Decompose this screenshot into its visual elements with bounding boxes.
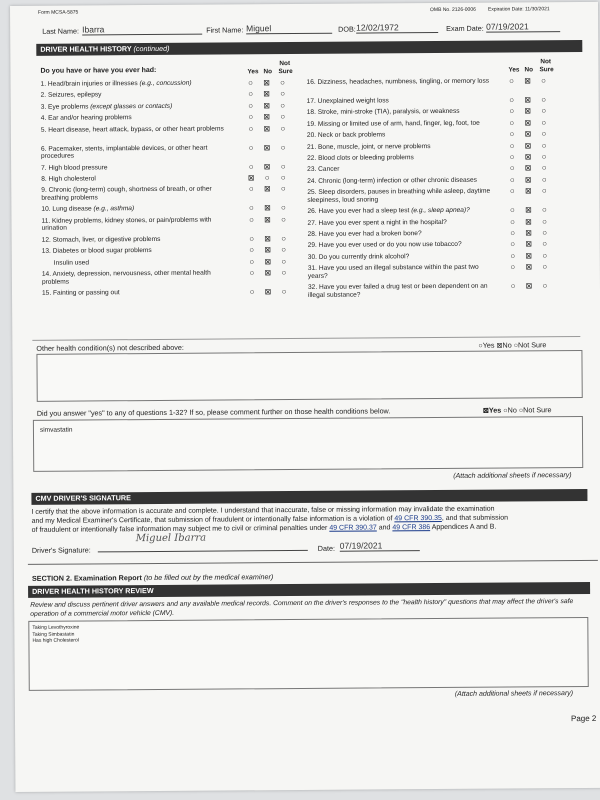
answer-no-radio[interactable]: ⊠ [263,89,270,99]
answer-not-sure-radio[interactable]: ○ [541,205,547,215]
question-note: (e.g., sleep apnea)? [409,206,470,215]
answer-not-sure-radio[interactable]: ○ [541,118,547,128]
other-no-radio[interactable]: ⊠ [496,340,503,350]
review-note-line: Taking Levothyroxine [32,624,80,631]
question-text [307,108,499,117]
answer-not-sure-radio[interactable]: ○ [542,228,548,238]
answer-no-radio[interactable]: ○ [264,173,270,183]
question-text [54,258,251,267]
other-no-label: No [502,340,512,350]
question-text [41,125,238,134]
answer-not-sure-radio[interactable]: ○ [280,89,286,99]
answer-yes-radio[interactable]: ○ [248,78,253,88]
question-text [308,252,500,261]
health-history-prompt: Do you have or have you ever had: [40,66,157,75]
question-label: 19. Missing or limited use of arm, hand, finger, leg, foot, toe [306,119,480,128]
answer-yes-radio[interactable]: ○ [249,287,255,297]
answer-no-radio[interactable]: ⊠ [264,203,271,213]
certification-text [32,504,588,535]
form-id: Form MCSA-5875 [38,9,79,16]
question-text [307,218,499,227]
question-label: 22. Blood clots or bleeding problems [307,154,414,162]
answer-yes-radio[interactable]: ○ [509,95,515,105]
review-note-line: Taking Simbastatin [32,631,75,638]
answer-yes-radio[interactable]: ○ [248,161,254,171]
question-text [42,288,239,297]
section-divider [28,560,598,565]
question-label: 18. Stroke, mini-stroke (TIA), paralysis, or weakness [306,108,460,117]
question-text [307,78,499,87]
col-yes-left: Yes [247,68,259,76]
other-yes-radio[interactable]: ○ [478,340,483,350]
question-text [41,186,238,203]
comment-question: Did you answer "yes" to any of questions 1-32? If so, please comment further on those health conditions below. [36,406,391,418]
question-label: 14. Anxiety, depression, nervousness, other mental health problems [41,269,211,286]
signature-scribble: Miguel Ibarra [135,532,207,545]
answer-no-radio[interactable]: ⊠ [524,106,532,116]
question-label: 17. Unexplained weight loss [306,97,389,105]
question-text [41,91,238,100]
answer-no-radio[interactable]: ⊠ [525,251,533,261]
review-bar [28,582,590,598]
answer-no-radio[interactable]: ⊠ [264,233,272,244]
first-name-field[interactable]: Miguel [246,23,332,35]
signature-field[interactable] [98,534,308,552]
question-text [308,283,500,300]
dob-label: DOB: [338,24,356,34]
form-page [10,2,600,792]
col-sure-left: Sure [278,68,293,76]
answer-not-sure-radio[interactable]: ○ [541,76,546,86]
question-text [42,247,239,256]
question-note: (e.g., concussion) [137,79,192,88]
cfr-39037-link[interactable]: 49 CFR 390.37 [329,524,377,532]
question-label: 11. Kidney problems, kidney stones, or pain/problems with urination [41,216,212,233]
question-text [41,144,238,161]
answer-no-radio[interactable]: ⊠ [263,123,271,133]
review-instructions: Review and discuss pertinent driver answers and any available medical records. Comment on the driver's responses to the "health history" questions that may affect the driver's safe operation of a commercial motor vehicle (CMV). [30,598,574,618]
question-text [307,188,499,205]
question-text [41,79,238,88]
answer-no-radio[interactable]: ⊠ [525,262,533,272]
answer-no-radio[interactable]: ⊠ [264,268,272,278]
col-not-left: Not [279,60,291,68]
answer-yes-radio[interactable]: ○ [510,239,516,249]
answer-not-sure-radio[interactable]: ○ [281,256,287,266]
review-notes-box[interactable] [28,617,588,691]
health-history-title-suffix: (continued) [133,43,170,54]
last-name-field[interactable]: Ibarra [82,24,202,36]
answer-not-sure-radio[interactable]: ○ [281,214,286,224]
question-label: 12. Stomach, liver, or digestive problems [41,235,161,244]
question-label: 10. Lung disease [41,205,92,214]
cfr-386-link[interactable]: 49 CFR 386 [392,524,431,532]
question-label: 21. Bone, muscle, joint, or nerve problems [306,142,431,151]
question-note: (e.g., asthma) [91,205,135,213]
question-label: 7. High blood pressure [41,163,108,172]
question-text [308,264,500,281]
question-text [307,119,499,128]
answer-not-sure-radio[interactable]: ○ [541,152,547,162]
answer-no-radio[interactable]: ⊠ [263,142,271,152]
answer-no-radio[interactable]: ⊠ [524,76,531,86]
signature-title: CMV DRIVER'S SIGNATURE [35,493,131,503]
answer-yes-radio[interactable]: ○ [248,89,254,99]
answer-yes-radio[interactable]: ○ [510,251,516,261]
question-text [41,205,238,214]
answer-no-radio[interactable]: ⊠ [524,152,532,162]
other-conditions-options[interactable] [478,340,546,349]
signature-date-field[interactable]: 07/19/2021 [340,540,420,552]
answer-not-sure-radio[interactable]: ○ [541,163,547,173]
cert-line-1: I certify that the above information is accurate and complete. I understand that inaccurate, false or missing information may invalidate the examination [31,505,495,516]
question-text [308,230,500,239]
question-text [41,174,238,183]
answer-not-sure-radio[interactable]: ○ [541,106,547,116]
health-history-bar [36,40,582,56]
answer-yes-radio[interactable]: ○ [248,123,254,133]
question-text [307,97,499,106]
answer-no-radio[interactable]: ⊠ [525,216,532,227]
question-label: 30. Do you currently drink alcohol? [307,253,410,261]
answer-not-sure-radio[interactable]: ○ [542,262,548,272]
answer-yes-radio[interactable]: ○ [509,163,515,173]
question-label: 27. Have you ever spent a night in the hospital? [307,218,447,227]
col-no-left: No [263,68,273,76]
last-name-label: Last Name: [42,26,79,36]
answer-no-radio[interactable]: ⊠ [525,239,533,249]
other-yes-label: Yes [482,340,495,350]
other-notsure-radio[interactable]: ○ [513,340,519,350]
cert-line-3a: of fraudulent or intentionally false information may subject me to civil or criminal penalties under [31,524,328,534]
answer-yes-radio[interactable]: ○ [249,268,255,278]
answer-yes-radio[interactable]: ○ [509,129,515,139]
answer-no-radio[interactable]: ⊠ [264,256,272,266]
answer-no-radio[interactable]: ⊠ [524,129,532,139]
answer-not-sure-radio[interactable]: ○ [541,95,547,105]
answer-yes-radio[interactable]: ○ [248,203,254,213]
answer-not-sure-radio[interactable]: ○ [280,78,285,88]
question-label: 23. Cancer [307,166,340,174]
review-note-line: Has high Cholesterol [32,637,79,644]
health-history-title: DRIVER HEALTH HISTORY [40,44,132,54]
other-conditions-box[interactable] [36,350,582,402]
question-text [307,207,499,216]
question-label: Insulin used [53,259,90,267]
question-label: 15. Fainting or passing out [41,289,120,297]
signature-label: Driver's Signature: [31,545,91,555]
question-label: 24. Chronic (long-term) infection or other chronic diseases [307,176,477,185]
question-text [307,131,499,140]
answer-yes-radio[interactable]: ○ [510,281,516,291]
answer-not-sure-radio[interactable]: ○ [541,140,547,150]
col-not-right: Not [540,58,552,66]
answer-not-sure-radio[interactable]: ○ [281,245,287,255]
comment-yes-radio[interactable]: ⊠ [482,405,489,415]
answer-yes-radio[interactable]: ○ [249,215,254,225]
answer-not-sure-radio[interactable]: ○ [541,175,547,185]
comment-no-radio[interactable]: ○ [503,405,508,415]
question-label: 4. Ear and/or hearing problems [40,114,132,122]
exam-date-label: Exam Date: [446,23,484,33]
answer-not-sure-radio[interactable]: ○ [541,129,547,139]
question-note: (except glasses or contacts) [88,102,173,111]
dob-field[interactable]: 12/02/1972 [356,22,438,34]
answer-yes-radio[interactable]: ○ [510,228,516,238]
expiration-date: Expiration Date: 11/30/2021 [488,6,550,13]
answer-yes-radio[interactable]: ○ [509,186,515,196]
answer-yes-radio[interactable]: ○ [509,205,515,215]
answer-no-radio[interactable]: ⊠ [525,228,532,238]
answer-no-radio[interactable]: ⊠ [524,175,532,185]
question-label: 3. Eye problems [40,103,89,111]
question-label: 20. Neck or back problems [306,131,386,140]
answer-not-sure-radio[interactable]: ○ [280,123,286,133]
other-notsure-label: Not Sure [518,340,547,350]
comment-notsure-radio[interactable]: ○ [518,405,524,415]
other-conditions-label: Other health condition(s) not described above: [36,342,184,353]
question-label: 25. Sleep disorders, pauses in breathing while asleep, daytime sleepiness, loud snoring [307,187,491,204]
question-label: 13. Diabetes or blood sugar problems [41,247,152,255]
question-label: 5. Heart disease, heart attack, bypass, or other heart problems [40,125,224,134]
answer-yes-radio[interactable]: ○ [509,175,515,185]
answer-no-radio[interactable]: ⊠ [524,186,532,196]
answer-yes-radio[interactable]: ○ [249,245,255,255]
review-title: DRIVER HEALTH HISTORY REVIEW [32,586,154,596]
section2-subtitle: (to be filled out by the medical examiner) [143,572,274,583]
question-text [42,235,239,244]
attach-note-1: (Attach additional sheets if necessary) [453,472,572,480]
question-text [41,163,238,172]
question-text [307,142,499,151]
comment-no-label: No [507,405,517,415]
answer-no-radio[interactable]: ⊠ [524,95,532,105]
answer-no-radio[interactable]: ⊠ [263,78,270,88]
answer-no-radio[interactable]: ⊠ [263,184,271,194]
omb-number: OMB No. 2126-0006 [430,6,476,14]
cert-line-2b: , and that submission [441,514,509,522]
answer-not-sure-radio[interactable]: ○ [280,173,286,183]
comment-notsure-label: Not Sure [523,405,552,415]
question-label: 2. Seizures, epilepsy [40,91,102,100]
section2-heading [32,572,273,583]
answer-not-sure-radio[interactable]: ○ [280,203,286,213]
question-text [307,176,499,185]
comment-yes-label: Yes [488,405,502,415]
answer-no-radio[interactable]: ⊠ [525,281,533,291]
answer-not-sure-radio[interactable]: ○ [280,142,286,152]
answer-not-sure-radio[interactable]: ○ [542,239,548,249]
answer-yes-radio[interactable]: ○ [509,141,515,151]
answer-not-sure-radio[interactable]: ○ [280,161,286,171]
question-label: 32. Have you ever failed a drug test or been dependent on an illegal substance? [307,282,488,299]
answer-no-radio[interactable]: ⊠ [524,118,532,128]
exam-date-field[interactable]: 07/19/2021 [486,21,560,33]
question-text [42,269,239,286]
answer-not-sure-radio[interactable]: ○ [280,112,286,122]
section2-title: SECTION 2. Examination Report [31,573,142,583]
answer-yes-radio[interactable]: ○ [248,184,254,194]
col-sure-right: Sure [539,66,554,74]
answer-yes-radio[interactable]: ○ [248,101,254,111]
question-text [41,216,238,233]
answer-not-sure-radio[interactable]: ○ [281,287,287,297]
comment-options[interactable] [483,405,552,414]
first-name-label: First Name: [206,25,244,35]
question-label: 31. Have you used an illegal substance within the past two years? [307,263,479,280]
question-label: 29. Have you ever used or do you now use tobacco? [307,241,462,250]
question-label: 1. Head/brain injuries or illnesses [40,80,138,88]
signature-bar [31,489,587,505]
question-label: 28. Have you ever had a broken bone? [307,230,422,238]
question-text [308,241,500,250]
question-text [41,114,238,123]
question-text [307,165,499,174]
signature-date-label: Date: [317,543,336,553]
cfr-39035-link[interactable]: 49 CFR 390.35 [394,514,442,523]
answer-no-radio[interactable]: ⊠ [264,245,272,255]
answer-not-sure-radio[interactable]: ○ [281,268,287,278]
cert-line-3b: and [378,524,391,532]
col-yes-right: Yes [508,66,520,74]
answer-no-radio[interactable]: ⊠ [264,287,272,297]
question-label: 26. Have you ever had a sleep test [307,207,410,216]
answer-no-radio[interactable]: ⊠ [263,161,271,171]
answer-yes-radio[interactable]: ○ [509,152,515,162]
answer-yes-radio[interactable]: ○ [248,142,254,152]
answer-yes-radio[interactable]: ○ [509,106,515,116]
question-label: 9. Chronic (long-term) cough, shortness of breath, or other breathing problems [41,185,212,202]
answer-no-radio[interactable]: ⊠ [524,163,532,173]
cert-line-3c: Appendices A and B. [431,523,497,532]
answer-yes-radio[interactable]: ○ [248,112,254,122]
answer-no-radio[interactable]: ⊠ [525,205,532,215]
answer-not-sure-radio[interactable]: ○ [280,100,286,110]
answer-yes-radio[interactable]: ○ [509,76,514,86]
answer-not-sure-radio[interactable]: ○ [541,186,547,196]
answer-not-sure-radio[interactable]: ○ [280,184,286,194]
page-number: Page 2 [570,713,597,724]
answer-no-radio[interactable]: ⊠ [263,112,271,122]
comment-box[interactable] [33,416,583,472]
question-label: 16. Dizziness, headaches, numbness, tingling, or memory loss [306,77,490,86]
question-text [307,154,499,163]
answer-yes-radio[interactable]: ○ [510,217,515,227]
answer-yes-radio[interactable]: ○ [510,262,516,272]
answer-no-radio[interactable]: ⊠ [524,140,532,151]
question-text [41,102,238,111]
answer-yes-radio[interactable]: ○ [249,256,255,266]
attach-note-2: (Attach additional sheets if necessary) [454,690,574,698]
comment-text: simvastatin [39,426,73,434]
col-no-right: No [524,66,534,74]
answer-yes-radio[interactable]: ○ [509,118,515,128]
answer-not-sure-radio[interactable]: ○ [542,251,548,261]
review-notes [32,625,79,645]
question-label: 6. Pacemaker, stents, implantable devices, or other heart procedures [40,144,208,160]
answer-not-sure-radio[interactable]: ○ [542,281,548,291]
question-label: 8. High cholesterol [41,175,96,183]
cert-line-2a: and my Medical Examiner's Certificate, that submission of fraudulent or intentionally false information is a violation of [31,515,393,525]
answer-yes-radio[interactable]: ⊠ [247,173,255,183]
answer-no-radio[interactable]: ⊠ [264,214,271,225]
answer-no-radio[interactable]: ⊠ [263,100,271,111]
answer-not-sure-radio[interactable]: ○ [281,233,287,243]
answer-yes-radio[interactable]: ○ [249,234,255,244]
answer-not-sure-radio[interactable]: ○ [542,216,547,226]
